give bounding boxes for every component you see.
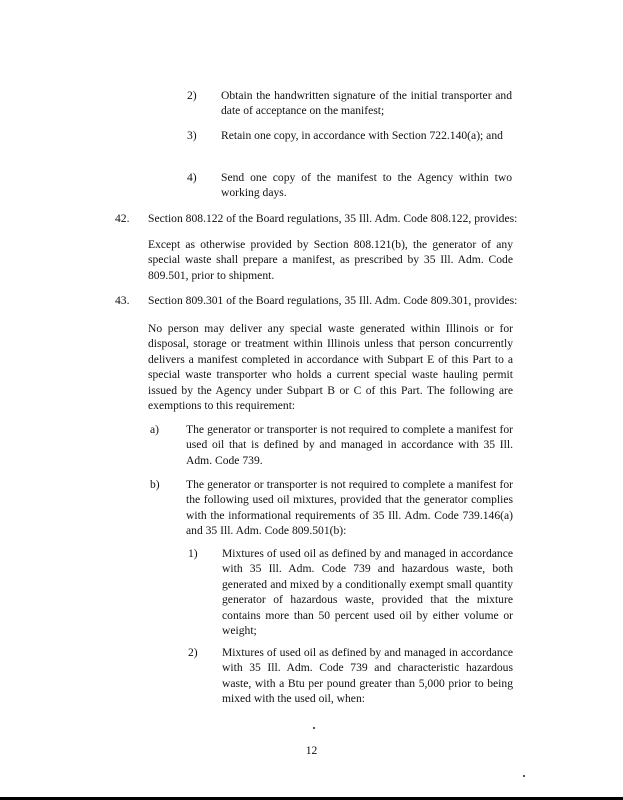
list-item-number: b) (150, 478, 160, 491)
list-item-number: 2) (188, 646, 198, 659)
list-item-text: The generator or transporter is not required to complete a manifest for used oil that is defined by and managed in accordance with 35 Ill. Adm. Code 739. (186, 423, 513, 467)
page-number: 12 (305, 744, 318, 757)
list-item-text: Mixtures of used oil as defined by and managed in accordance with 35 Ill. Adm. Code 739 and hazardous waste, both generated and mixed by a conditionally exempt small quantity generator of hazardous waste, provided that the mixture contains more than 50 percent used oil by either volume or weight; (222, 547, 513, 638)
list-item-text: Obtain the handwritten signature of the initial transporter and date of acceptance on the manifest; (221, 89, 512, 118)
list-item-number: 4) (187, 171, 197, 184)
list-item-number: a) (150, 423, 160, 436)
paragraph-heading: Section 808.122 of the Board regulations, 35 Ill. Adm. Code 808.122, provides: (148, 212, 518, 225)
list-item-text: Mixtures of used oil as defined by and managed in accordance with 35 Ill. Adm. Code 739 and characteristic hazardous waste, with a Btu per pound greater than 5,000 prior to being mixed with the used oil, when: (222, 646, 513, 706)
paragraph-heading: Section 809.301 of the Board regulations, 35 Ill. Adm. Code 809.301, provides: (148, 294, 518, 307)
list-item-number: 1) (188, 547, 198, 560)
list-item-text: The generator or transporter is not required to complete a manifest for the following used oil mixtures, provided that the generator complies with the informational requirements of 35 Ill. Adm. Code 739.146(a) and 35 Ill. Adm. Code 809.501(b): (186, 478, 513, 538)
paragraph-number: 43. (115, 294, 130, 307)
quoted-regulation: Except as otherwise provided by Section 808.121(b), the generator of any special waste shall prepare a manifest, as prescribed by 35 Ill. Adm. Code 809.501, prior to shipment. (148, 238, 513, 282)
scan-speck (523, 775, 525, 777)
scan-speck (313, 727, 315, 729)
quoted-regulation: No person may deliver any special waste generated within Illinois or for disposal, storage or treatment within Illinois unless that person concurrently delivers a manifest completed in accordance with Subpart E of this Part to a special waste transporter who holds a current special waste hauling permit issued by the Agency under Subpart B or C of this Part. The following are exemptions to this requirement: (148, 322, 513, 413)
list-item-text: Send one copy of the manifest to the Agency within two working days. (221, 171, 512, 200)
paragraph-number: 42. (115, 212, 130, 225)
list-item-number: 2) (187, 89, 197, 102)
list-item-number: 3) (187, 129, 197, 142)
list-item-text: Retain one copy, in accordance with Section 722.140(a); and (221, 129, 503, 142)
